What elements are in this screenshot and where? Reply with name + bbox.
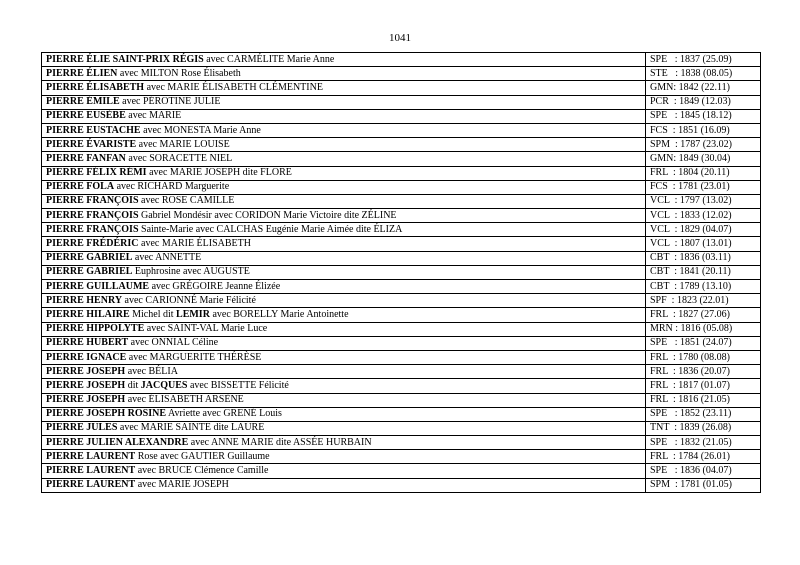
table-row xyxy=(42,194,761,208)
table-row xyxy=(42,123,761,137)
spouses-cell xyxy=(42,450,646,464)
name-detail: avec GRÉGOIRE Jeanne Élizée xyxy=(149,280,281,292)
name-detail: avec PÉROTINE JULIE xyxy=(119,96,221,108)
table-row xyxy=(42,350,761,364)
name-detail: avec ROSE CAMILLE xyxy=(138,195,235,207)
name-detail: avec MARIE ÉLISABETH CLÉMENTINE xyxy=(144,81,323,93)
primary-name: PIERRE FÉLIX RÉMI xyxy=(46,167,147,179)
name-detail: Michel dit xyxy=(129,308,177,320)
spouses-cell xyxy=(42,379,646,393)
table-row xyxy=(42,407,761,421)
spouses-cell xyxy=(42,223,646,237)
name-detail: avec MARIE xyxy=(125,110,182,122)
table-row xyxy=(42,450,761,464)
primary-name: PIERRE JULES xyxy=(46,422,118,434)
primary-name: PIERRE HENRY xyxy=(46,294,123,306)
record-reference-cell: SPE : 1852 (23.11) xyxy=(646,407,761,421)
primary-name: PIERRE ÉMILE xyxy=(46,96,120,108)
spouses-cell xyxy=(42,365,646,379)
spouses-cell xyxy=(42,194,646,208)
table-row xyxy=(42,393,761,407)
record-reference-cell: FCS : 1851 (16.09) xyxy=(646,123,761,137)
spouses-cell xyxy=(42,53,646,67)
table-row xyxy=(42,379,761,393)
primary-name: PIERRE ÉVARISTE xyxy=(46,138,137,150)
record-reference-cell: CBT : 1841 (20.11) xyxy=(646,265,761,279)
primary-name: PIERRE LAURENT xyxy=(46,479,136,491)
table-row xyxy=(42,294,761,308)
name-detail: avec MARIE ÉLISABETH xyxy=(138,238,251,250)
record-reference-cell: CBT : 1789 (13.10) xyxy=(646,280,761,294)
spouses-cell xyxy=(42,123,646,137)
table-row xyxy=(42,53,761,67)
spouses-cell xyxy=(42,464,646,478)
primary-name: JACQUES xyxy=(140,379,188,391)
primary-name: PIERRE GABRIEL xyxy=(46,266,133,278)
primary-name: PIERRE ÉLISABETH xyxy=(46,81,145,93)
table-row xyxy=(42,436,761,450)
primary-name: PIERRE GABRIEL xyxy=(46,252,133,264)
table-row xyxy=(42,464,761,478)
primary-name: PIERRE JULIEN ALEXANDRE xyxy=(46,436,189,448)
record-reference-cell: GMN: 1849 (30.04) xyxy=(646,152,761,166)
primary-name: PIERRE EUSÈBE xyxy=(46,110,126,122)
primary-name: PIERRE JOSEPH xyxy=(46,379,126,391)
primary-name: PIERRE HIPPOLYTE xyxy=(46,323,145,335)
primary-name: PIERRE ÉLIE SAINT-PRIX RÉGIS xyxy=(46,53,204,65)
name-detail: avec ANNETTE xyxy=(132,252,202,264)
spouses-cell xyxy=(42,166,646,180)
primary-name: PIERRE LAURENT xyxy=(46,465,136,477)
primary-name: PIERRE JOSEPH xyxy=(46,365,126,377)
table-row xyxy=(42,138,761,152)
name-detail: Avriette avec GRENÉ Louis xyxy=(166,408,282,420)
table-row xyxy=(42,280,761,294)
spouses-cell xyxy=(42,109,646,123)
table-row xyxy=(42,152,761,166)
name-detail: avec SAINT-VAL Marie Luce xyxy=(144,323,268,335)
spouses-cell xyxy=(42,322,646,336)
table-row xyxy=(42,81,761,95)
spouses-cell xyxy=(42,265,646,279)
page-number: 1041 xyxy=(389,32,411,44)
primary-name: PIERRE EUSTACHE xyxy=(46,124,141,136)
name-detail: avec ÉLISABETH ARSÈNE xyxy=(125,394,244,406)
primary-name: PIERRE JOSEPH ROSINE xyxy=(46,408,167,420)
name-detail: Euphrosine avec AUGUSTE xyxy=(132,266,250,278)
register-body xyxy=(42,53,761,493)
primary-name: PIERRE FRÉDÉRIC xyxy=(46,238,139,250)
record-reference-cell: SPM : 1781 (01.05) xyxy=(646,478,761,492)
name-detail: avec BÉLIA xyxy=(125,365,178,377)
spouses-cell xyxy=(42,350,646,364)
record-reference-cell: TNT : 1839 (26.08) xyxy=(646,421,761,435)
spouses-cell xyxy=(42,237,646,251)
spouses-cell xyxy=(42,294,646,308)
name-detail: avec MARIE LOUISE xyxy=(136,138,230,150)
spouses-cell xyxy=(42,152,646,166)
spouses-cell xyxy=(42,95,646,109)
record-reference-cell: MRN : 1816 (05.08) xyxy=(646,322,761,336)
spouses-cell xyxy=(42,308,646,322)
spouses-cell xyxy=(42,251,646,265)
record-reference-cell: SPE : 1851 (24.07) xyxy=(646,336,761,350)
name-detail: avec ANNE MARIE dite ASSÉE HURBAIN xyxy=(188,436,372,448)
name-detail: avec CARIONNÉ Marie Félicité xyxy=(122,294,256,306)
record-reference-cell: VCL : 1833 (12.02) xyxy=(646,209,761,223)
table-row xyxy=(42,308,761,322)
table-row xyxy=(42,265,761,279)
primary-name: PIERRE FANFAN xyxy=(46,152,126,164)
table-row xyxy=(42,95,761,109)
record-reference-cell: SPM : 1787 (23.02) xyxy=(646,138,761,152)
primary-name: PIERRE HUBERT xyxy=(46,337,129,349)
primary-name: PIERRE JOSEPH xyxy=(46,394,126,406)
record-reference-cell: CBT : 1836 (03.11) xyxy=(646,251,761,265)
name-detail: avec MONESTA Marie Anne xyxy=(140,124,261,136)
spouses-cell xyxy=(42,138,646,152)
name-detail: Gabriel Mondésir avec CORIDON Marie Victoire dite ZÉLINE xyxy=(138,209,397,221)
primary-name: LEMIR xyxy=(176,308,210,320)
marriage-register-table xyxy=(41,52,761,493)
spouses-cell xyxy=(42,421,646,435)
name-detail: dit xyxy=(125,379,141,391)
primary-name: PIERRE FRANÇOIS xyxy=(46,223,139,235)
table-row xyxy=(42,180,761,194)
record-reference-cell: STE : 1838 (08.05) xyxy=(646,67,761,81)
spouses-cell xyxy=(42,67,646,81)
record-reference-cell: SPE : 1845 (18.12) xyxy=(646,109,761,123)
record-reference-cell: SPF : 1823 (22.01) xyxy=(646,294,761,308)
spouses-cell xyxy=(42,280,646,294)
primary-name: PIERRE LAURENT xyxy=(46,450,136,462)
record-reference-cell: VCL : 1829 (04.07) xyxy=(646,223,761,237)
table-row xyxy=(42,478,761,492)
name-detail: avec BISSETTE Félicité xyxy=(187,379,289,391)
spouses-cell xyxy=(42,407,646,421)
table-row xyxy=(42,109,761,123)
record-reference-cell: SPE : 1832 (21.05) xyxy=(646,436,761,450)
record-reference-cell: GMN: 1842 (22.11) xyxy=(646,81,761,95)
record-reference-cell: SPE : 1836 (04.07) xyxy=(646,464,761,478)
name-detail: Rose avec GAUTIER Guillaume xyxy=(135,450,270,462)
name-detail: avec CARMÉLITE Marie Anne xyxy=(203,53,335,65)
table-row xyxy=(42,166,761,180)
name-detail: avec MARGUERITE THÉRÈSE xyxy=(126,351,262,363)
record-reference-cell: SPE : 1837 (25.09) xyxy=(646,53,761,67)
record-reference-cell: FRL : 1804 (20.11) xyxy=(646,166,761,180)
record-reference-cell: VCL : 1807 (13.01) xyxy=(646,237,761,251)
table-row xyxy=(42,365,761,379)
record-reference-cell: FRL : 1780 (08.08) xyxy=(646,350,761,364)
record-reference-cell: FRL : 1836 (20.07) xyxy=(646,365,761,379)
spouses-cell xyxy=(42,180,646,194)
name-detail: avec MARIE JOSEPH xyxy=(135,479,229,491)
table-row xyxy=(42,336,761,350)
primary-name: PIERRE HILAIRE xyxy=(46,308,130,320)
name-detail: avec RICHARD Marguerite xyxy=(114,181,230,193)
name-detail: avec BORELLY Marie Antoinette xyxy=(209,308,349,320)
table-row xyxy=(42,421,761,435)
spouses-cell xyxy=(42,209,646,223)
name-detail: avec SORACETTE NIEL xyxy=(125,152,233,164)
record-reference-cell: FCS : 1781 (23.01) xyxy=(646,180,761,194)
primary-name: PIERRE IGNACE xyxy=(46,351,127,363)
table-row xyxy=(42,237,761,251)
name-detail: Sainte-Marie avec CALCHAS Eugénie Marie Aimée dite ÉLIZA xyxy=(138,223,403,235)
record-reference-cell: FRL : 1827 (27.06) xyxy=(646,308,761,322)
record-reference-cell: FRL : 1817 (01.07) xyxy=(646,379,761,393)
table-row xyxy=(42,251,761,265)
name-detail: avec BRUCE Clémence Camille xyxy=(135,465,269,477)
primary-name: PIERRE FRANÇOIS xyxy=(46,209,139,221)
primary-name: PIERRE ÉLIEN xyxy=(46,67,118,79)
spouses-cell xyxy=(42,478,646,492)
primary-name: PIERRE FOLA xyxy=(46,181,115,193)
primary-name: PIERRE GUILLAUME xyxy=(46,280,150,292)
name-detail: avec MARIE SAINTE dite LAURE xyxy=(117,422,265,434)
table-row xyxy=(42,223,761,237)
name-detail: avec ONNIAL Céline xyxy=(128,337,219,349)
spouses-cell xyxy=(42,393,646,407)
table-row xyxy=(42,67,761,81)
table-row xyxy=(42,322,761,336)
spouses-cell xyxy=(42,336,646,350)
primary-name: PIERRE FRANÇOIS xyxy=(46,195,139,207)
record-reference-cell: FRL : 1816 (21.05) xyxy=(646,393,761,407)
record-reference-cell: PCR : 1849 (12.03) xyxy=(646,95,761,109)
name-detail: avec MARIE JOSEPH dite FLORE xyxy=(146,167,292,179)
table-row xyxy=(42,209,761,223)
spouses-cell xyxy=(42,436,646,450)
record-reference-cell: FRL : 1784 (26.01) xyxy=(646,450,761,464)
name-detail: avec MILTON Rose Élisabeth xyxy=(117,67,241,79)
spouses-cell xyxy=(42,81,646,95)
record-reference-cell: VCL : 1797 (13.02) xyxy=(646,194,761,208)
